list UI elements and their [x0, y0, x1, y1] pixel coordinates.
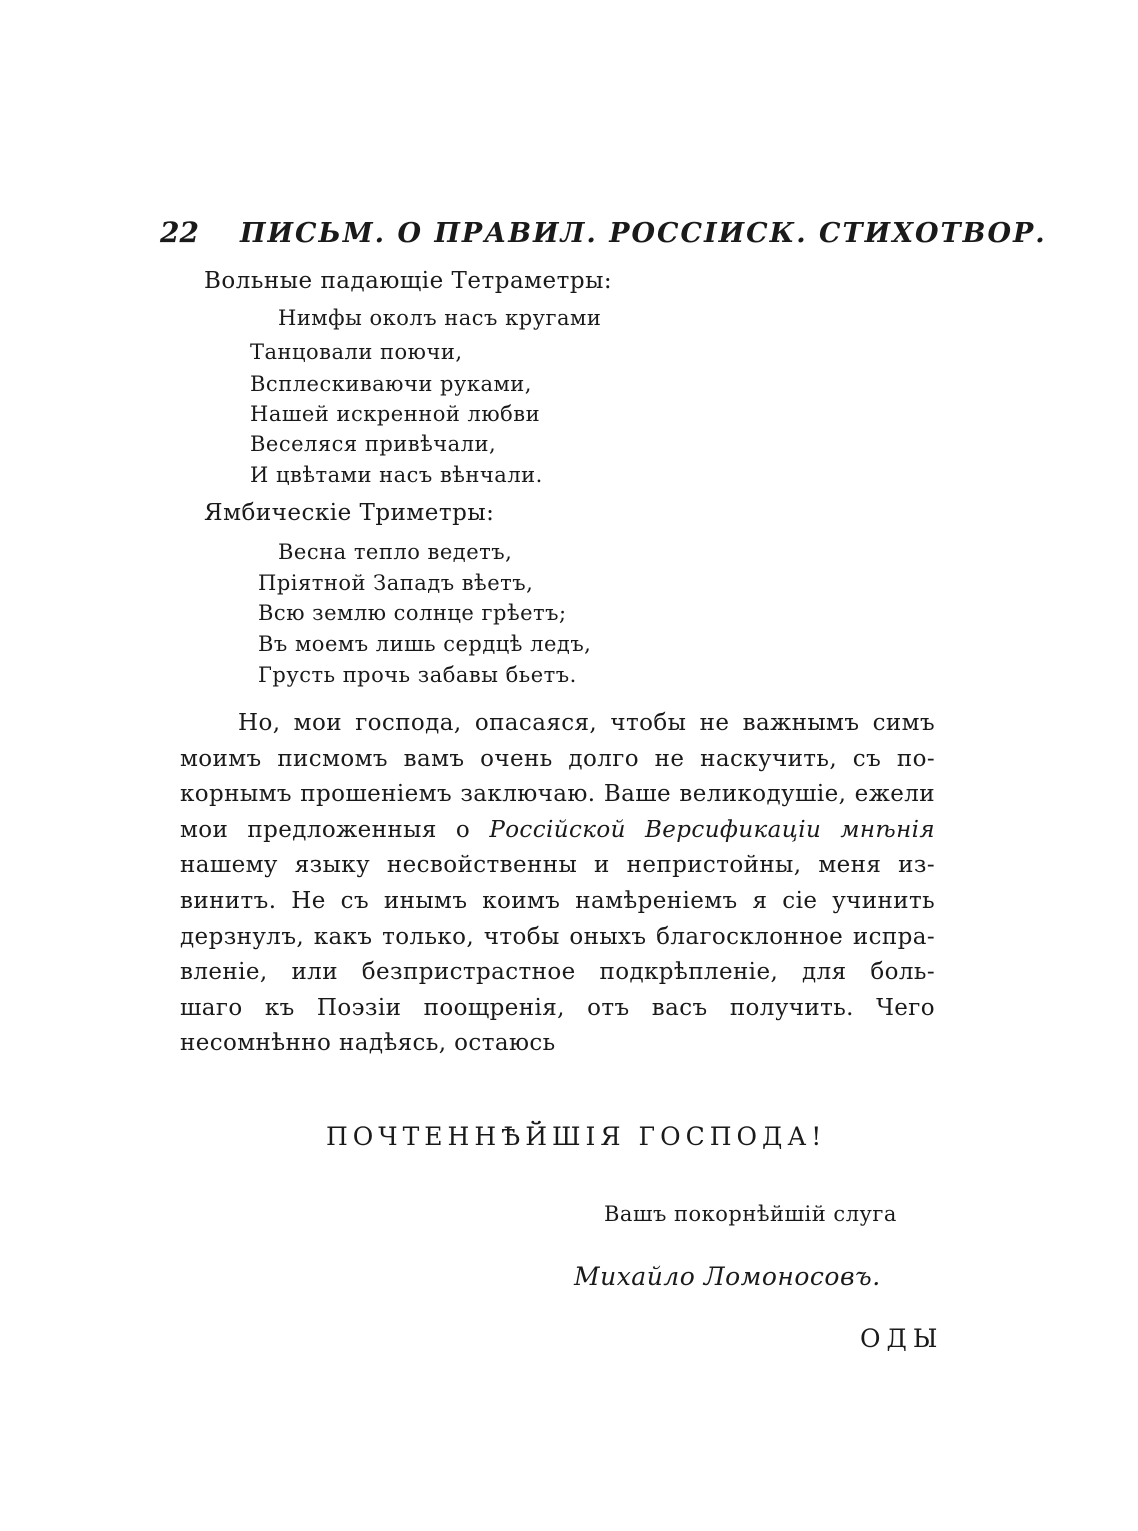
- verse-line: И цвѣтами насъ вѣнчали.: [250, 463, 543, 487]
- catchword: ОДЫ: [860, 1324, 944, 1353]
- verse-line: Танцовали поючи,: [250, 340, 463, 364]
- verse-line: Пріятной Западъ вѣетъ,: [258, 571, 534, 595]
- tetrameters-heading: Вольные падающіе Тетраметры:: [204, 268, 613, 294]
- page-number: 22: [160, 216, 199, 249]
- paragraph-text: мои предложенныя о: [180, 816, 471, 843]
- verse-line: Нимфы околъ насъ кругами: [278, 306, 602, 330]
- paragraph-line: винитъ. Не съ инымъ коимъ намѣреніемъ я сіе учинить: [180, 887, 935, 914]
- signature: Михайло Ломоносовъ.: [574, 1262, 881, 1291]
- italic-phrase: Россійской Версификаціи мнѣнія: [489, 816, 936, 843]
- verse-line: Весна тепло ведетъ,: [278, 540, 513, 564]
- verse-line: Въ моемъ лишь сердцѣ ледъ,: [258, 632, 592, 656]
- paragraph-line: [180, 813, 935, 849]
- verse-line: Всю землю солнце грѣетъ;: [258, 601, 567, 625]
- paragraph-line: шаго къ Поэзіи поощренія, отъ васъ получить. Чего: [180, 994, 935, 1021]
- verse-line: Нашей искренной любви: [250, 402, 541, 426]
- closing-formula: Вашъ покорнѣйшій слуга: [604, 1202, 897, 1226]
- paragraph-line: корнымъ прошеніемъ заключаю. Ваше великодушіе, ежели: [180, 781, 935, 808]
- verse-line: Веселяся привѣчали,: [250, 432, 497, 456]
- paragraph-line: дерзнулъ, какъ только, чтобы оныхъ благосклонное испра-: [180, 923, 935, 950]
- verse-line: Всплескиваючи руками,: [250, 372, 532, 396]
- paragraph-line: несомнѣнно надѣясь, остаюсь: [180, 1030, 556, 1057]
- salutation: ПОЧТЕННѢЙШІЯ ГОСПОДА!: [326, 1122, 827, 1151]
- paragraph-line: нашему языку несвойственны и непристойны, меня из-: [180, 852, 935, 879]
- closing-paragraph: [180, 706, 935, 1062]
- paragraph-line: моимъ писмомъ вамъ очень долго не наскучить, съ по-: [180, 745, 935, 772]
- paragraph-line: вленіе, или безпристрастное подкрѣпленіе, для боль-: [180, 959, 935, 986]
- verse-line: Грусть прочь забавы бьетъ.: [258, 663, 577, 687]
- paragraph-line: Но, мои господа, опасаяся, чтобы не важнымъ симъ: [238, 710, 935, 736]
- trimeters-heading: Ямбическіе Триметры:: [204, 500, 495, 526]
- running-head: ПИСЬМ. О ПРАВИЛ. РОССІИСК. СТИХОТВОР.: [240, 218, 1047, 249]
